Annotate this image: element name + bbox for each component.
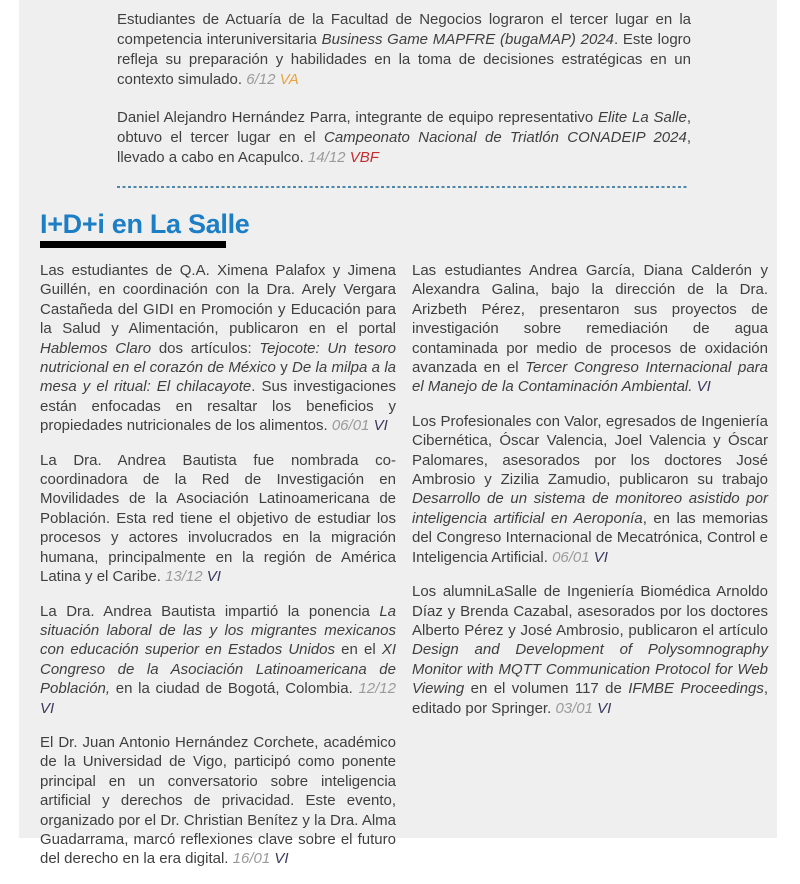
- text-segment: , en las memorias del Congreso Internacional de Mecatrónica, Control e Inteligencia Artificial.: [412, 509, 768, 566]
- text-segment: Estudiantes de Actuaría de la Facultad de Negocios lograron el tercer lugar en la competencia interuniversitaria: [117, 11, 691, 48]
- text-segment: , llevado a cabo en Acapulco.: [117, 129, 692, 166]
- text-segment: , editado por Springer.: [412, 680, 768, 717]
- date-stamp: 03/01: [555, 699, 593, 717]
- text-segment: Design and Development of Polysomnography Monitor with MQTT Communication Protocol for Web Viewing: [412, 641, 768, 698]
- section-title: I+D+i en La Salle: [40, 209, 250, 239]
- text-segment: XI Congreso de la Asociación Latinoamericana de Población,: [40, 641, 396, 698]
- author-initials-tag: VBF: [349, 149, 379, 166]
- news-paragraph: [412, 582, 768, 718]
- text-segment: Tejocote: Un tesoro nutricional en el corazón de México: [40, 339, 396, 377]
- left-column: [40, 261, 396, 884]
- text-segment: La Dra. Andrea Bautista impartió la ponencia: [40, 602, 380, 620]
- intro-section: [19, 0, 691, 188]
- dashed-divider: [117, 186, 689, 188]
- news-paragraph: [40, 602, 396, 718]
- text-segment: Tercer Congreso Internacional para el Manejo de la Contaminación Ambiental.: [412, 359, 768, 396]
- text-segment: en el volumen 117 de: [464, 680, 629, 698]
- text-segment: De la milpa a la mesa y el ritual: El chilacayote: [40, 359, 396, 396]
- author-initials-tag: VI: [373, 417, 388, 435]
- date-stamp: 16/01: [232, 850, 271, 868]
- text-segment: . Este logro refleja su preparación y habilidades en la toma de decisiones estratégicas en un contexto simulado.: [117, 31, 691, 88]
- date-stamp: 6/12: [246, 71, 276, 88]
- news-paragraph: [40, 451, 396, 587]
- text-segment: Los alumniLaSalle de Ingeniería Biomédica Arnoldo Díaz y Brenda Cazabal, asesorados por los doctores Alberto Pérez y José Ambrosio, publicaron el artículo: [412, 583, 768, 639]
- text-segment: Business Game MAPFRE (bugaMAP) 2024: [321, 31, 614, 48]
- date-stamp: 13/12: [165, 568, 203, 586]
- author-initials-tag: VI: [696, 378, 711, 396]
- text-segment: El Dr. Juan Antonio Hernández Corchete, académico de la Universidad de Vigo, participó como ponente principal en un conversatorio sobre inteligencia artificial y derechos de privacidad. Este evento, organizado por el Dr. Christian Benítez y la Dra. Alma Guadarrama, marcó reflexiones clave sobre el futuro del derecho en la era digital.: [40, 733, 396, 868]
- text-segment: dos artículos:: [151, 339, 260, 357]
- text-segment: La situación laboral de las y los migrantes mexicanos con educación superior en Estados Unidos: [40, 602, 396, 659]
- text-segment: en la ciudad de Bogotá, Colombia.: [110, 680, 359, 698]
- newsletter-page: [19, 0, 777, 868]
- heading-underline-bar: [40, 241, 226, 248]
- date-stamp: 12/12: [358, 680, 396, 698]
- author-initials-tag: VI: [597, 699, 612, 717]
- date-stamp: 06/01: [331, 417, 370, 435]
- text-segment: , obtuvo el tercer lugar en el: [117, 109, 691, 146]
- text-segment: Las estudiantes de Q.A. Ximena Palafox y Jimena Guillén, en coordinación con la Dra. Arely Vergara Castañeda del GIDI en Promoción y Educación para la Salud y Alimentación, publicaron en el portal: [40, 262, 396, 338]
- text-segment: y: [275, 359, 293, 377]
- author-initials-tag: VA: [279, 71, 299, 88]
- news-paragraph: [412, 261, 768, 397]
- news-columns: [19, 248, 777, 884]
- news-paragraph: [117, 10, 691, 90]
- text-segment: en el: [335, 641, 382, 659]
- text-segment: Daniel Alejandro Hernández Parra, integrante de equipo representativo: [117, 109, 599, 126]
- text-segment: IFMBE Proceedings: [628, 680, 764, 698]
- author-initials-tag: VI: [206, 568, 221, 586]
- text-segment: . Sus investigaciones están enfocadas en resaltar los beneficios y propiedades nutricionales de los alimentos.: [40, 378, 396, 435]
- news-paragraph: [40, 261, 396, 436]
- author-initials-tag: VI: [40, 699, 55, 717]
- section-header: [40, 210, 777, 248]
- author-initials-tag: VI: [274, 850, 289, 868]
- text-segment: Elite La Salle: [598, 109, 687, 126]
- text-segment: Hablemos Claro: [40, 339, 152, 357]
- date-stamp: 06/01: [552, 548, 590, 566]
- text-segment: Las estudiantes Andrea García, Diana Calderón y Alexandra Galina, bajo la dirección de la Dra. Arizbeth Pérez, presentaron sus proyectos de investigación sobre remediación de agua contaminada por medio de procesos de oxidación avanzada en el: [412, 262, 768, 377]
- text-segment: Los Profesionales con Valor, egresados de Ingeniería Cibernética, Óscar Valencia, Joel Valencia y Óscar Palomares, asesorados por los doctores José Ambrosio y Zizilia Zamudio, publicaron su trabajo: [412, 412, 768, 489]
- text-segment: Campeonato Nacional de Triatlón CONADEIP 2024: [323, 129, 687, 146]
- right-column: [412, 261, 768, 884]
- news-paragraph: [117, 108, 691, 168]
- author-initials-tag: VI: [593, 548, 608, 566]
- text-segment: Desarrollo de un sistema de monitoreo asistido por inteligencia artificial en Aeroponía: [412, 490, 768, 527]
- text-segment: La Dra. Andrea Bautista fue nombrada co-coordinadora de la Red de Investigación en Movilidades de la Asociación Latinoamericana de Población. Esta red tiene el objetivo de estudiar los procesos y actores involucrados en la migración humana, principalmente en la región de América Latina y el Caribe.: [40, 451, 396, 586]
- date-stamp: 14/12: [307, 149, 346, 166]
- news-paragraph: [40, 733, 396, 869]
- news-paragraph: [412, 412, 768, 567]
